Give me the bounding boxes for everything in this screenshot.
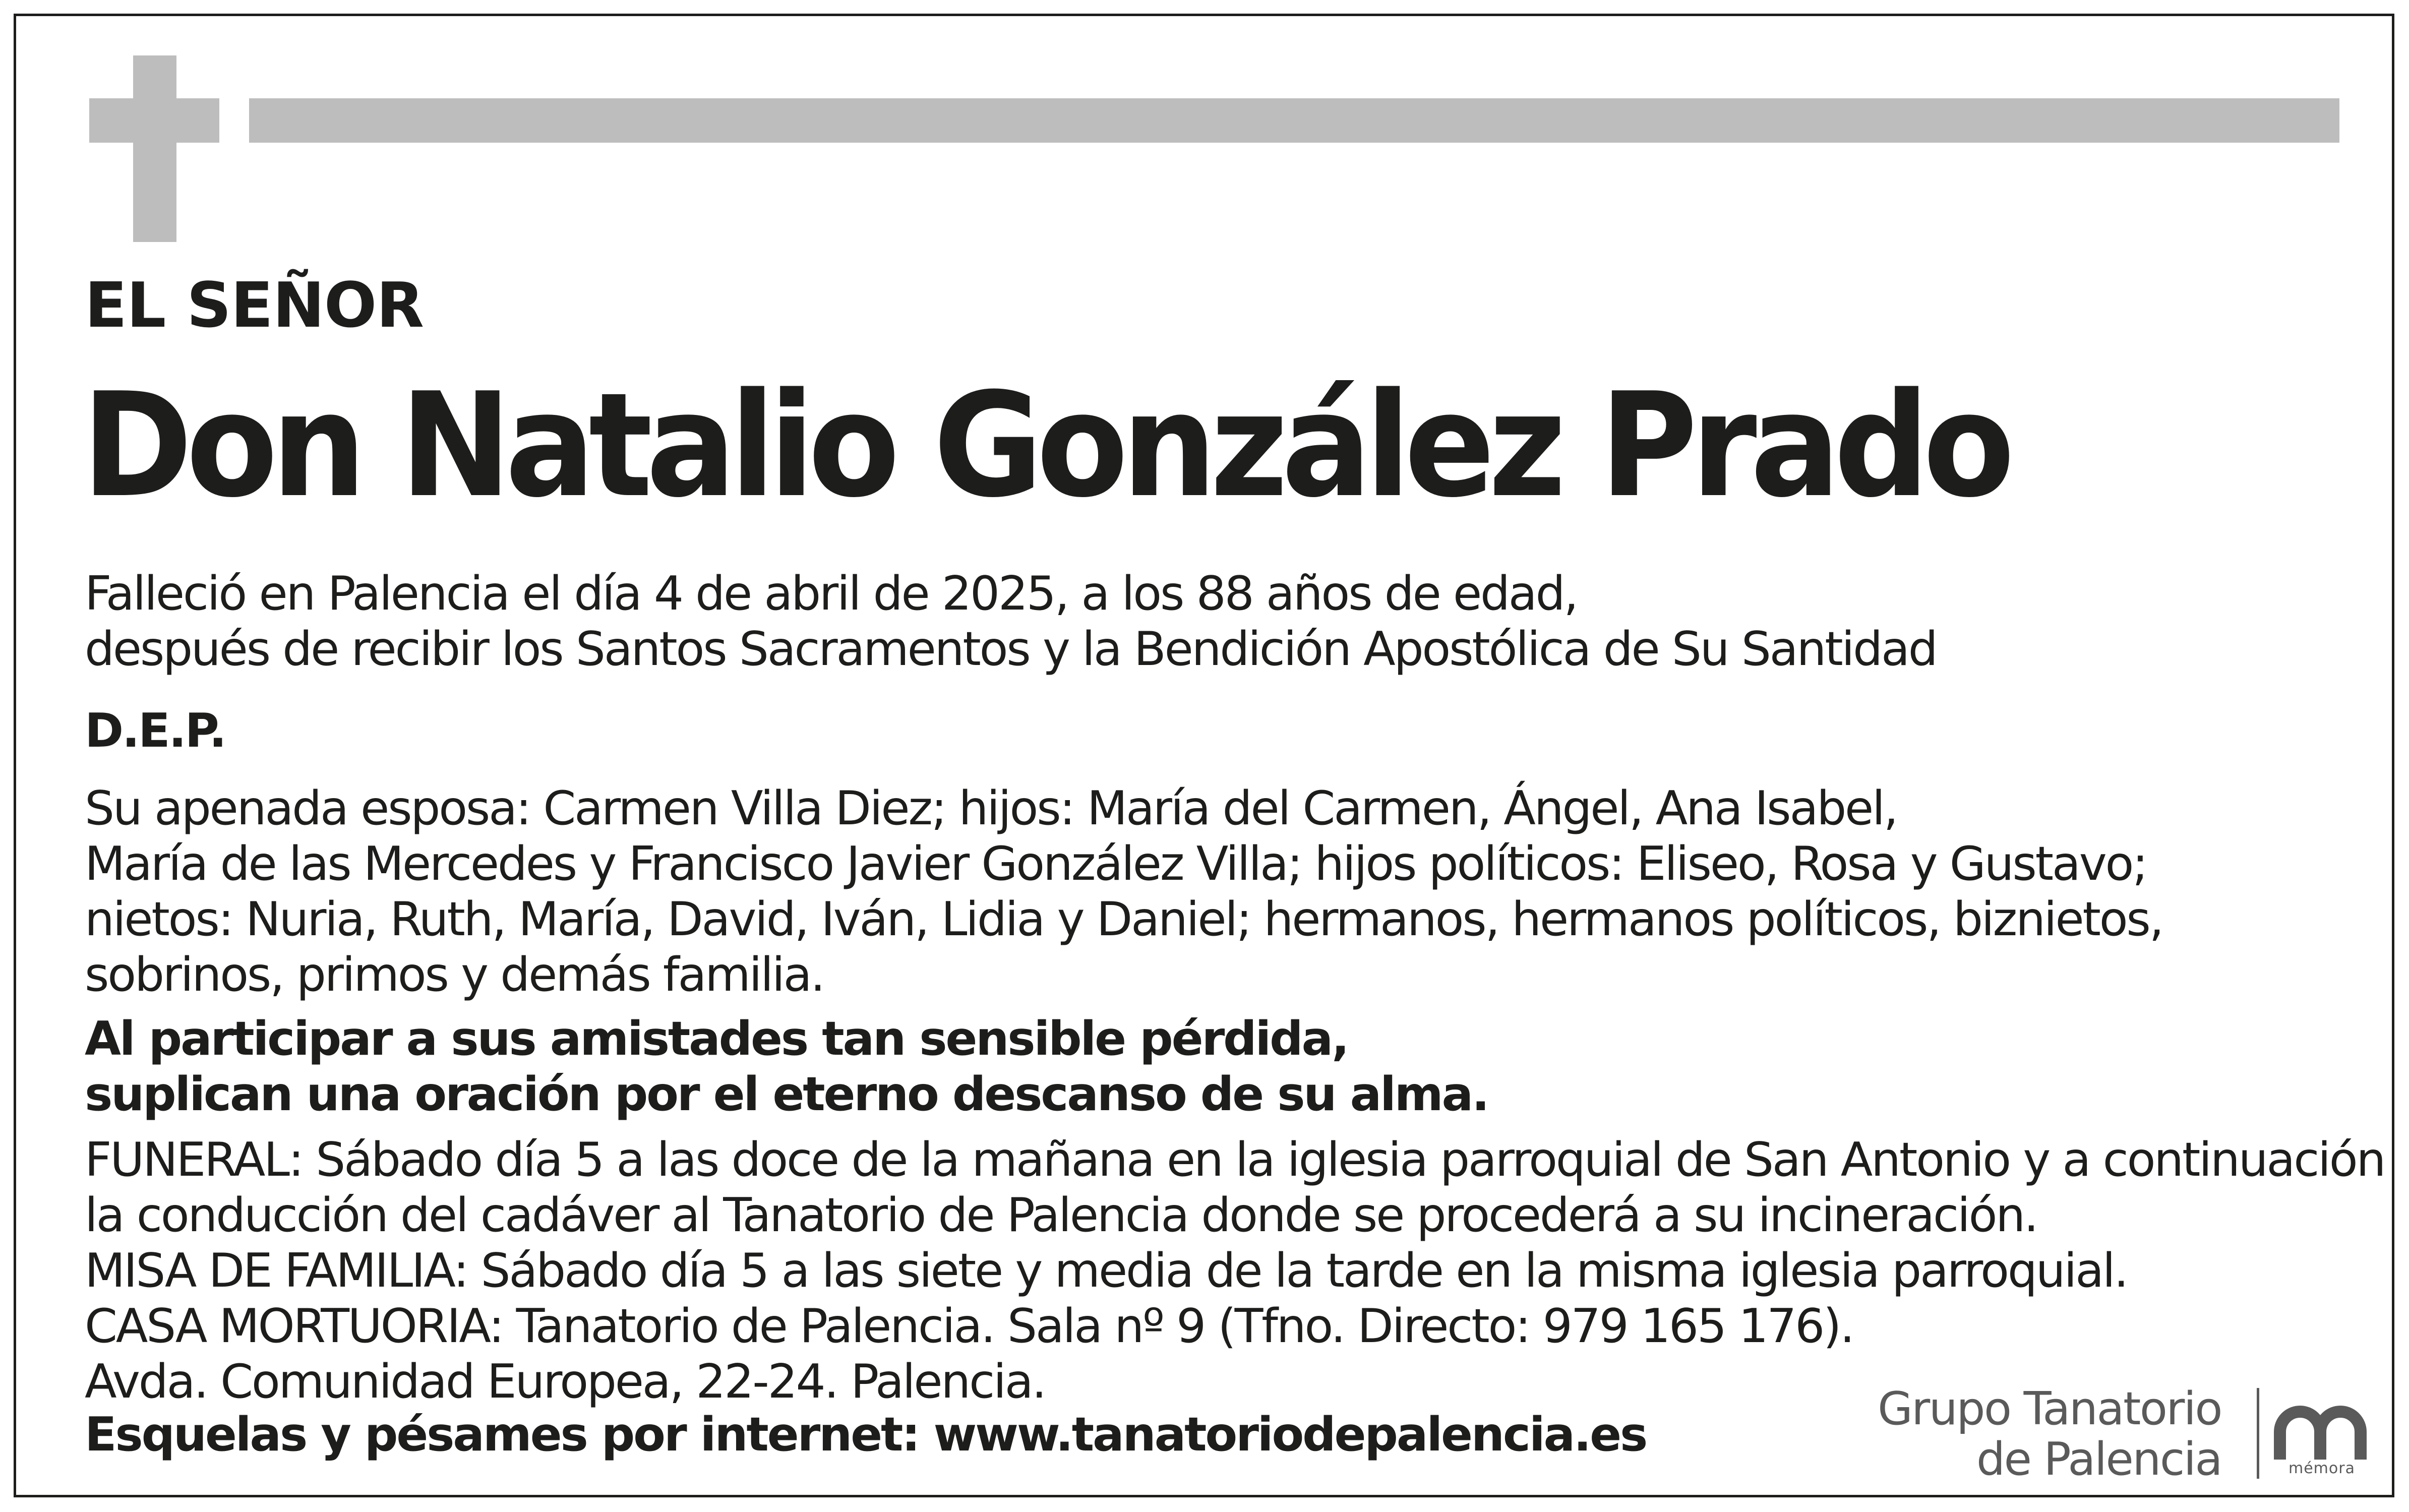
brand-name: mémora <box>2288 1460 2355 1477</box>
death-notice-line: después de recibir los Santos Sacramentos y la Bendición Apostólica de Su Santidad <box>85 622 1937 676</box>
logo-divider <box>2257 1388 2259 1479</box>
death-notice-line: Falleció en Palencia el día 4 de abril de 2025, a los 88 años de edad, <box>85 566 1577 621</box>
family-list <box>85 780 2162 1002</box>
family-line: sobrinos, primos y demás familia. <box>85 947 824 1002</box>
memora-logo-icon <box>2274 1404 2370 1460</box>
funeral-detail-line: Avda. Comunidad Europea, 22-24. Palencia. <box>85 1354 1045 1409</box>
header-bar <box>249 98 2339 143</box>
deceased-name: Don Natalio González Prado <box>82 362 2009 529</box>
family-line: nietos: Nuria, Ruth, María, David, Iván, Lidia y Daniel; hermanos, hermanos políticos, biznietos, <box>85 892 2163 946</box>
prayer-request-line: Al participar a sus amistades tan sensible pérdida, <box>85 1011 1348 1066</box>
cross-icon-vertical <box>133 55 176 242</box>
family-line: Su apenada esposa: Carmen Villa Diez; hijos: María del Carmen, Ángel, Ana Isabel, <box>85 781 1897 835</box>
prayer-request-line: suplican una oración por el eterno descanso de su alma. <box>85 1067 1488 1121</box>
title-prefix: EL SEÑOR <box>85 270 424 342</box>
funeral-detail-line: CASA MORTUORIA: Tanatorio de Palencia. Sala nº 9 (Tfno. Directo: 979 165 176). <box>85 1299 1853 1353</box>
company-name <box>1878 1384 2221 1485</box>
funeral-detail-line: la conducción del cadáver al Tanatorio de Palencia donde se procederá a su incineración. <box>85 1188 2037 1242</box>
death-notice <box>85 566 1937 677</box>
funeral-detail-line: FUNERAL: Sábado día 5 a las doce de la mañana en la iglesia parroquial de San Antonio y a continuación <box>85 1132 2385 1187</box>
prayer-request <box>85 1011 1488 1122</box>
funeral-details <box>85 1132 2384 1409</box>
internet-link[interactable]: Esquelas y pésames por internet: www.tanatoriodepalencia.es <box>85 1407 1647 1462</box>
family-line: María de las Mercedes y Francisco Javier González Villa; hijos políticos: Eliseo, Rosa y Gustavo; <box>85 836 2147 891</box>
company-name-line: Grupo Tanatorio <box>1878 1382 2221 1435</box>
company-name-line: de Palencia <box>1976 1433 2221 1486</box>
cross-icon-horizontal <box>89 98 219 143</box>
dep-label: D.E.P. <box>85 703 225 758</box>
funeral-detail-line: MISA DE FAMILIA: Sábado día 5 a las siete y media de la tarde en la misma iglesia parroquial. <box>85 1243 2127 1298</box>
